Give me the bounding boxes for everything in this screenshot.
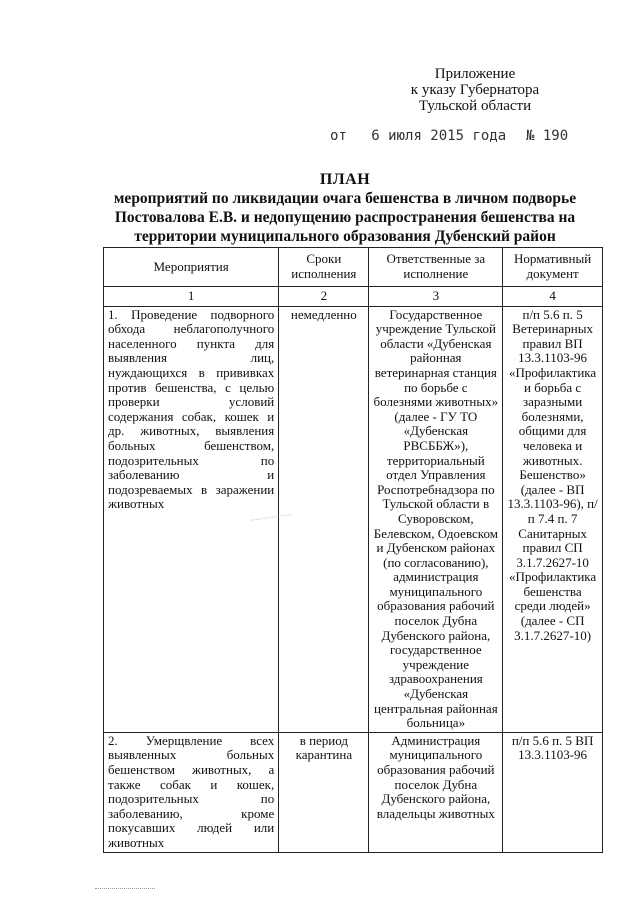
table-row [104,306,603,732]
document-title [95,170,595,246]
title-line-4: территории муниципального образования Дубенский район [134,228,556,245]
deadline-cell: немедленно [279,306,369,732]
document-cell: п/п 5.6 п. 5 ВП 13.3.1103-96 [503,732,603,852]
from-label: от [330,128,347,144]
title-line-3: Постовалова Е.В. и недопущению распространения бешенства на [114,209,576,226]
column-number: 2 [279,287,369,307]
column-number-row [104,287,603,307]
appendix-block [380,66,570,114]
document-cell: п/п 5.6 п. 5 Ветеринарных правил ВП 13.3.1103-96 «Профилактика и борьба с заразными болезнями, общими для человека и животных. Бешенство» (далее - ВП 13.3.1103-96), п/п 7.4 п. 7 Санитарных правил СП 3.1.7.2627-10 «Профилактика бешенства среди людей» (далее - СП 3.1.7.2627-10) [503,306,603,732]
deadline-cell: в период карантина [279,732,369,852]
responsible-cell: Государственное учреждение Тульской области «Дубенская районная ветеринарная станция по борьбе с болезнями животных» (далее - ГУ ТО «Дубенская РВСББЖ»), территориальный отдел Управления Роспотребнадзора по Тульской области в Суворовском, Белевском, Одоевском и Дубенском районах (по согласованию), администрация муниципального образования рабочий поселок Дубна Дубенского района, государственное учреждение здравоохранения «Дубенская центральная районная больница» [369,306,503,732]
column-number: 1 [104,287,279,307]
table-header-row [104,248,603,287]
decree-date: 6 июля 2015 года [371,128,507,144]
decree-number: 190 [542,128,569,144]
appendix-line-3: Тульской области [418,98,532,114]
column-number: 4 [503,287,603,307]
header-responsible: Ответственные за исполнение [369,248,503,287]
title-plan: ПЛАН [319,171,371,188]
header-document: Нормативный документ [503,248,603,287]
measure-cell: 2. Умерщвление всех выявленных больных бешенством животных, а также собак и кошек, подозрительных по заболеванию, кроме покусавших людей или животных [104,732,279,852]
measure-cell: 1. Проведение подворного обхода неблагополучного населенного пункта для выявления лиц, нуждающихся в прививках против бешенства, с целью проверки условий содержания собак, кошек и др. животных, выявления больных бешенством, подозрительных по заболеванию и подозреваемых в заражении животных [104,306,279,732]
header-measures: Мероприятия [104,248,279,287]
column-number: 3 [369,287,503,307]
header-deadline: Сроки исполнения [279,248,369,287]
appendix-line-2: к указу Губернатора [410,82,540,98]
decree-date-line [330,128,590,144]
number-label: № [526,128,535,144]
footer-dots [95,888,155,889]
decree-number-group [526,128,568,144]
title-line-2: мероприятий по ликвидации очага бешенства в личном подворье [113,190,577,207]
responsible-cell: Администрация муниципального образования рабочий поселок Дубна Дубенского района, владельцы животных [369,732,503,852]
table-row [104,732,603,852]
appendix-line-1: Приложение [434,66,516,82]
plan-table [103,247,603,853]
